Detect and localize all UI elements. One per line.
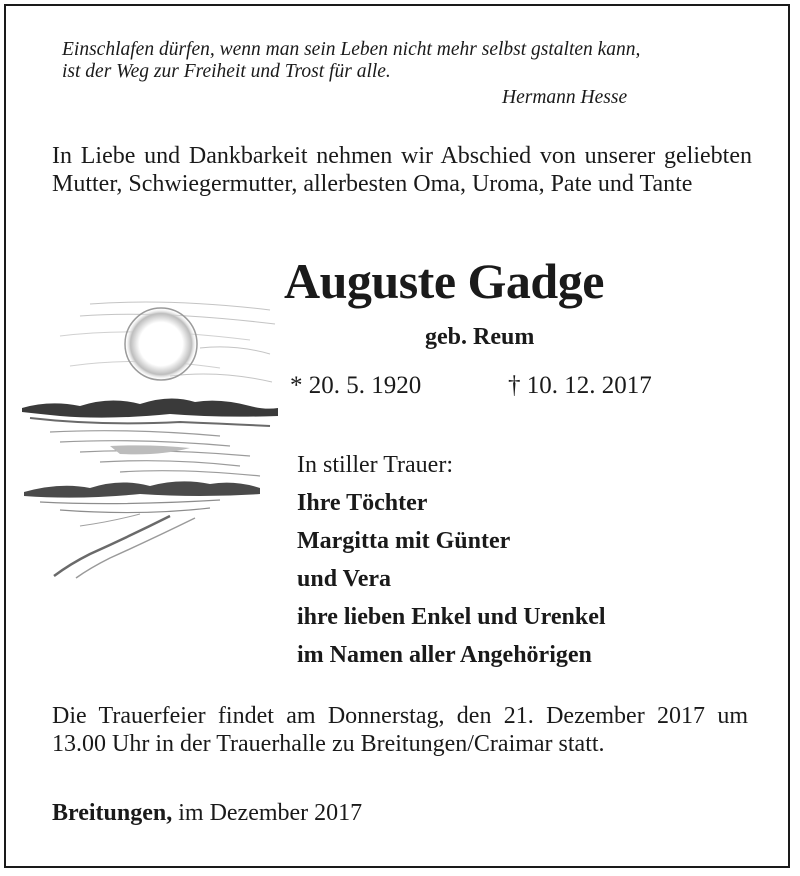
place-date — [52, 800, 362, 827]
mourner-line: und Vera — [297, 566, 392, 592]
birth-name: geb. Reum — [425, 324, 535, 350]
intro-text: In Liebe und Dankbarkeit nehmen wir Abschied von unserer geliebten Mutter, Schwiegermutter, allerbesten Oma, Uroma, Pate und Tante — [52, 143, 752, 197]
deceased-name: Auguste Gadge — [284, 253, 604, 309]
mourner-line: Ihre Töchter — [297, 490, 428, 516]
place-town: Breitungen, — [52, 800, 173, 826]
place-date-text: im Dezember 2017 — [178, 800, 363, 826]
quote-author: Hermann Hesse — [502, 87, 628, 108]
quote-line-1: Einschlafen dürfen, wenn man sein Leben nicht mehr selbst gstalten kann, — [62, 39, 641, 60]
mourner-line: ihre lieben Enkel und Urenkel — [297, 604, 606, 630]
mourners-heading: In stiller Trauer: — [297, 452, 453, 478]
death-date: † 10. 12. 2017 — [508, 372, 652, 399]
landscape-sketch-illustration — [20, 296, 280, 581]
birth-date: * 20. 5. 1920 — [290, 372, 422, 399]
funeral-info: Die Trauerfeier findet am Donnerstag, den 21. Dezember 2017 um 13.00 Uhr in der Trauerhalle zu Breitungen/Craimar statt. — [52, 703, 748, 757]
mourner-line: Margitta mit Günter — [297, 528, 511, 554]
mourner-line: im Namen aller Angehörigen — [297, 642, 592, 668]
quote-line-2: ist der Weg zur Freiheit und Trost für alle. — [62, 61, 391, 82]
